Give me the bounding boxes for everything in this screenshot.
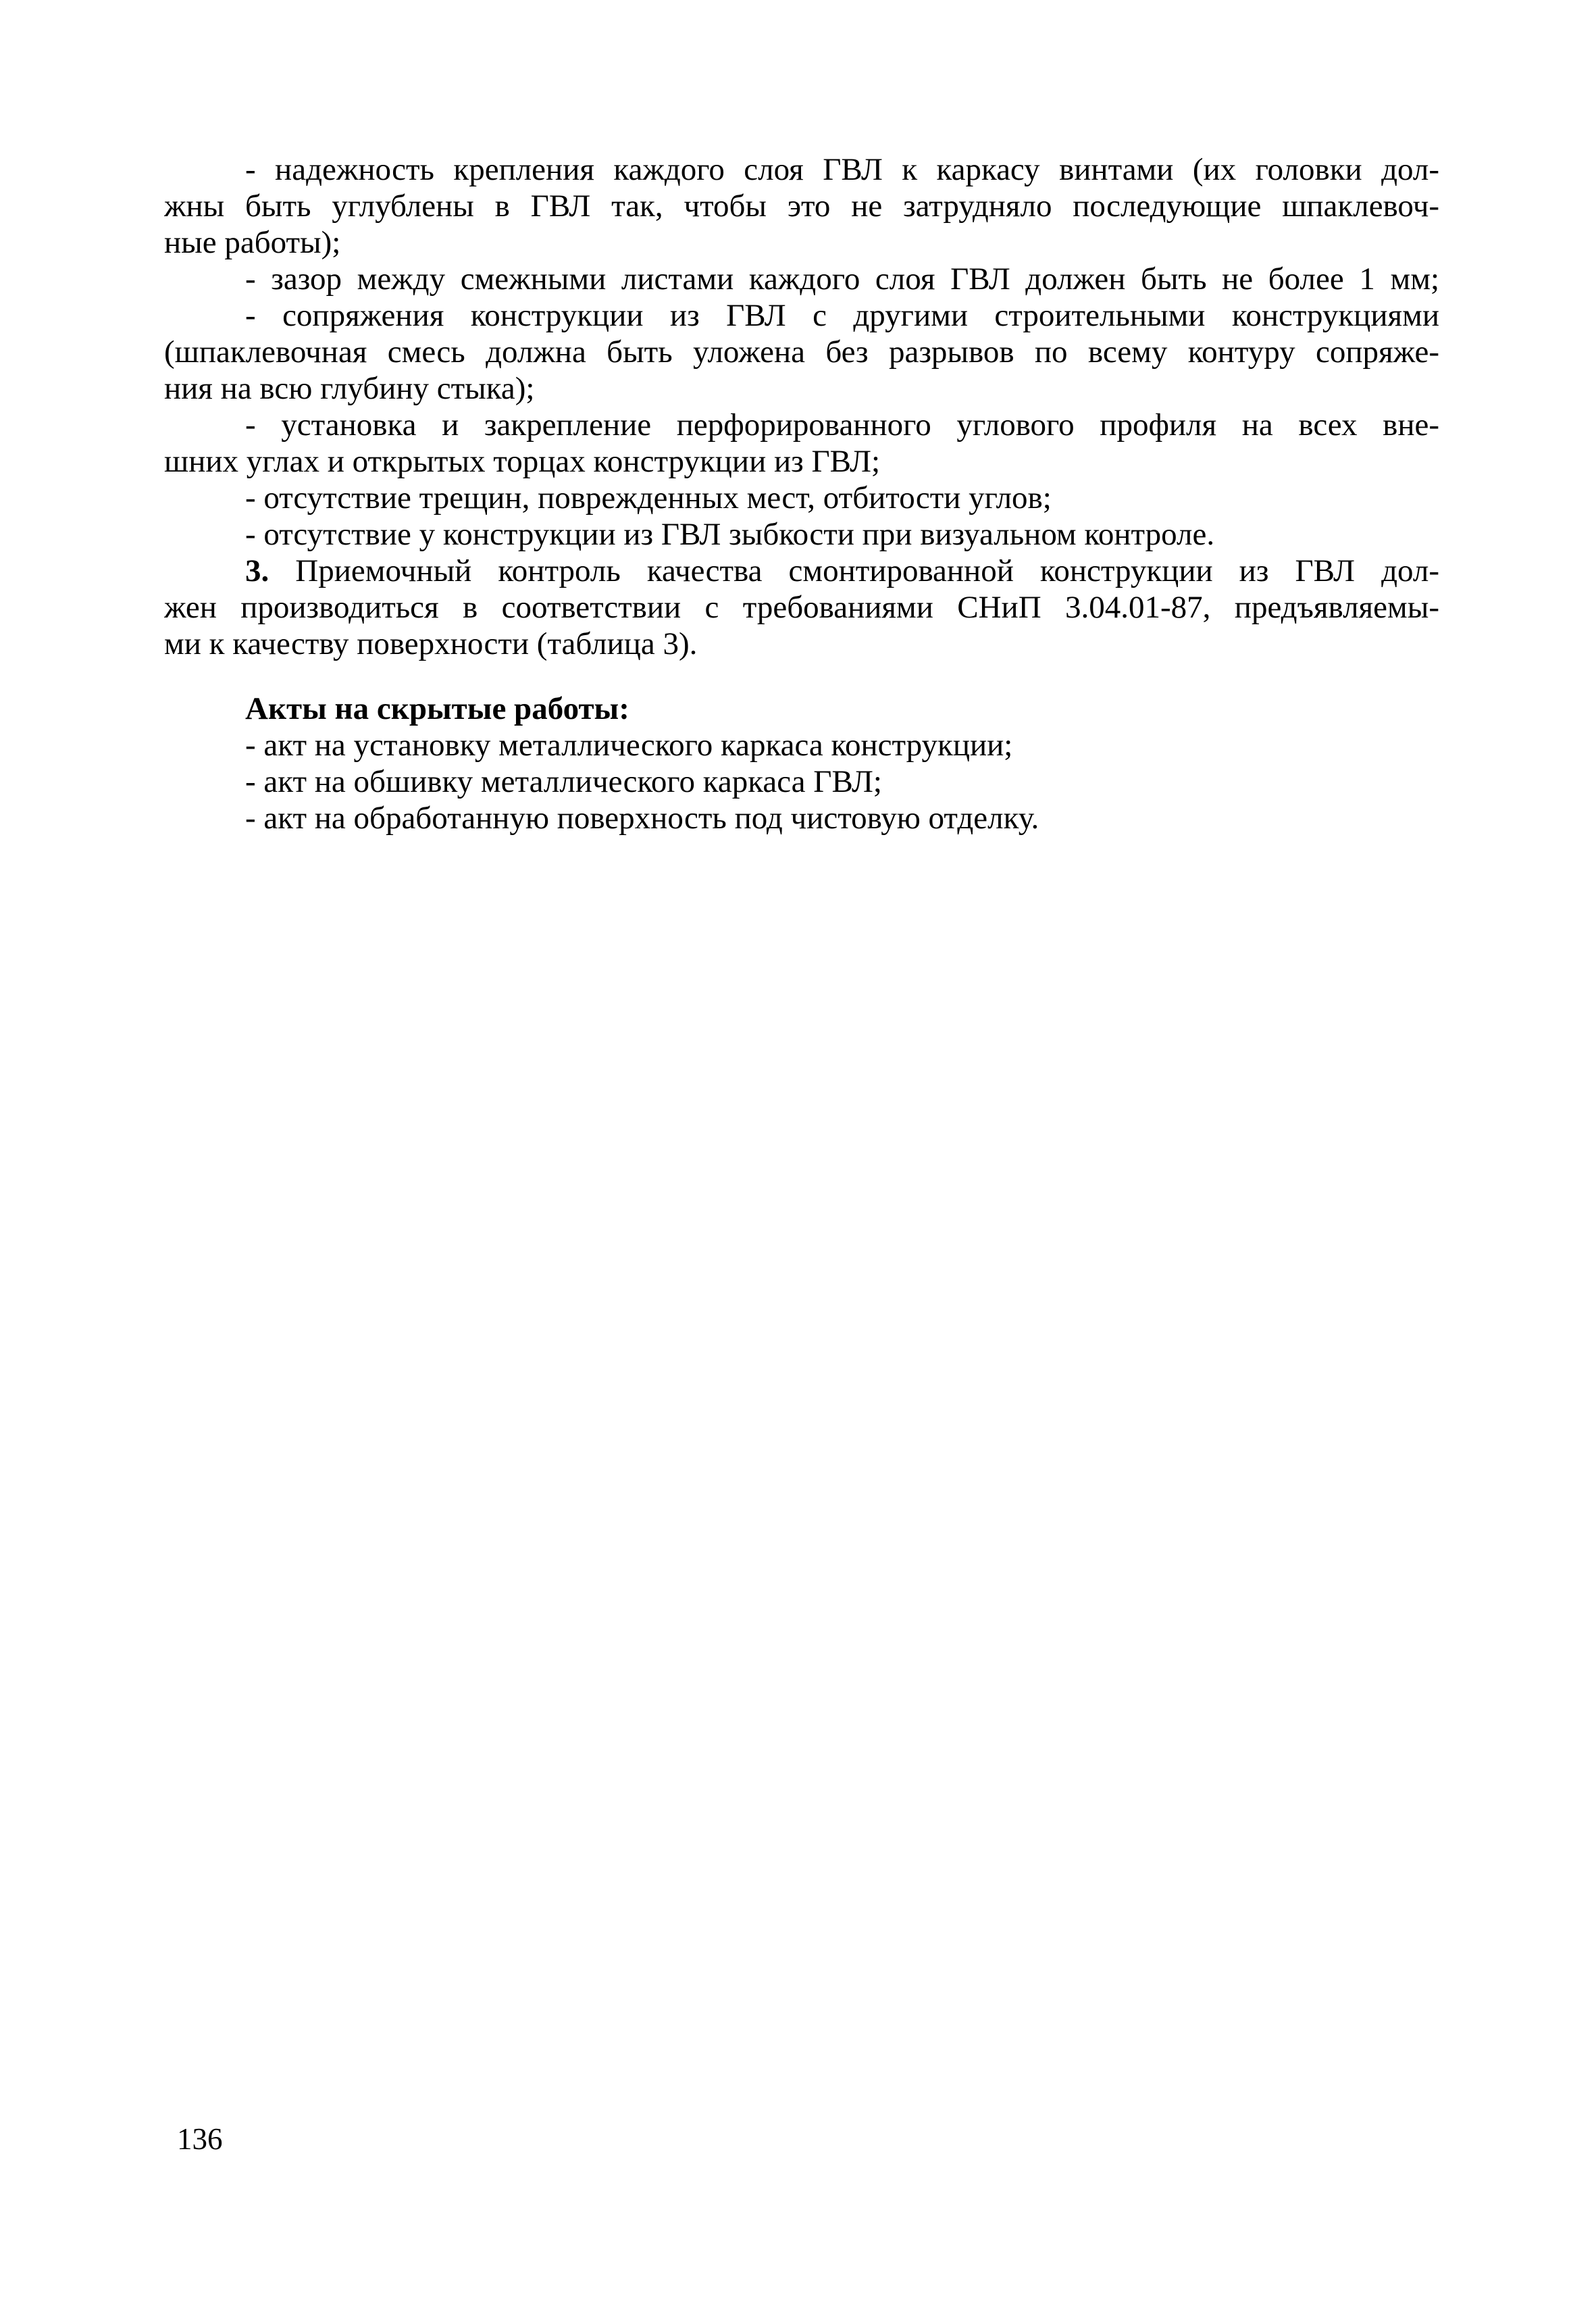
text-line-rest: Приемочный контроль качества смонтированной конструкции из ГВЛ дол- — [269, 553, 1439, 588]
paragraph-item-number: 3. — [245, 553, 269, 588]
text-line: - зазор между смежными листами каждого слоя ГВЛ должен быть не более 1 мм; — [245, 261, 1439, 297]
text-line: - отсутствие у конструкции из ГВЛ зыбкости при визуальном контроле. — [245, 517, 1215, 552]
text-line: - надежность крепления каждого слоя ГВЛ к каркасу винтами (их головки дол- — [245, 152, 1439, 187]
text-line: - отсутствие трещин, поврежденных мест, отбитости углов; — [245, 480, 1052, 515]
text-line: шних углах и открытых торцах конструкции из ГВЛ; — [164, 444, 881, 479]
text-line: - сопряжения конструкции из ГВЛ с другими строительными конструкциями — [245, 298, 1439, 333]
acts-heading: Акты на скрытые работы: — [245, 691, 629, 726]
text-line — [164, 553, 1439, 589]
text-line: жны быть углублены в ГВЛ так, чтобы это не затрудняло последующие шпаклевоч- — [164, 188, 1439, 224]
text-line: ния на всю глубину стыка); — [164, 371, 535, 406]
text-line: - установка и закрепление перфорированного углового профиля на всех вне- — [245, 407, 1439, 443]
act-line: - акт на установку металлического каркаса конструкции; — [245, 728, 1013, 763]
act-line: - акт на обработанную поверхность под чистовую отделку. — [245, 801, 1039, 836]
text-block — [164, 151, 1439, 836]
page-number: 136 — [177, 2122, 223, 2156]
text-line: (шпаклевочная смесь должна быть уложена без разрывов по всему контуру сопряже- — [164, 334, 1439, 370]
text-line: ные работы); — [164, 225, 341, 260]
text-line: ми к качеству поверхности (таблица 3). — [164, 626, 698, 661]
act-line: - акт на обшивку металлического каркаса ГВЛ; — [245, 764, 882, 799]
text-line: жен производиться в соответствии с требованиями СНиП 3.04.01-87, предъявляемы- — [164, 590, 1439, 625]
